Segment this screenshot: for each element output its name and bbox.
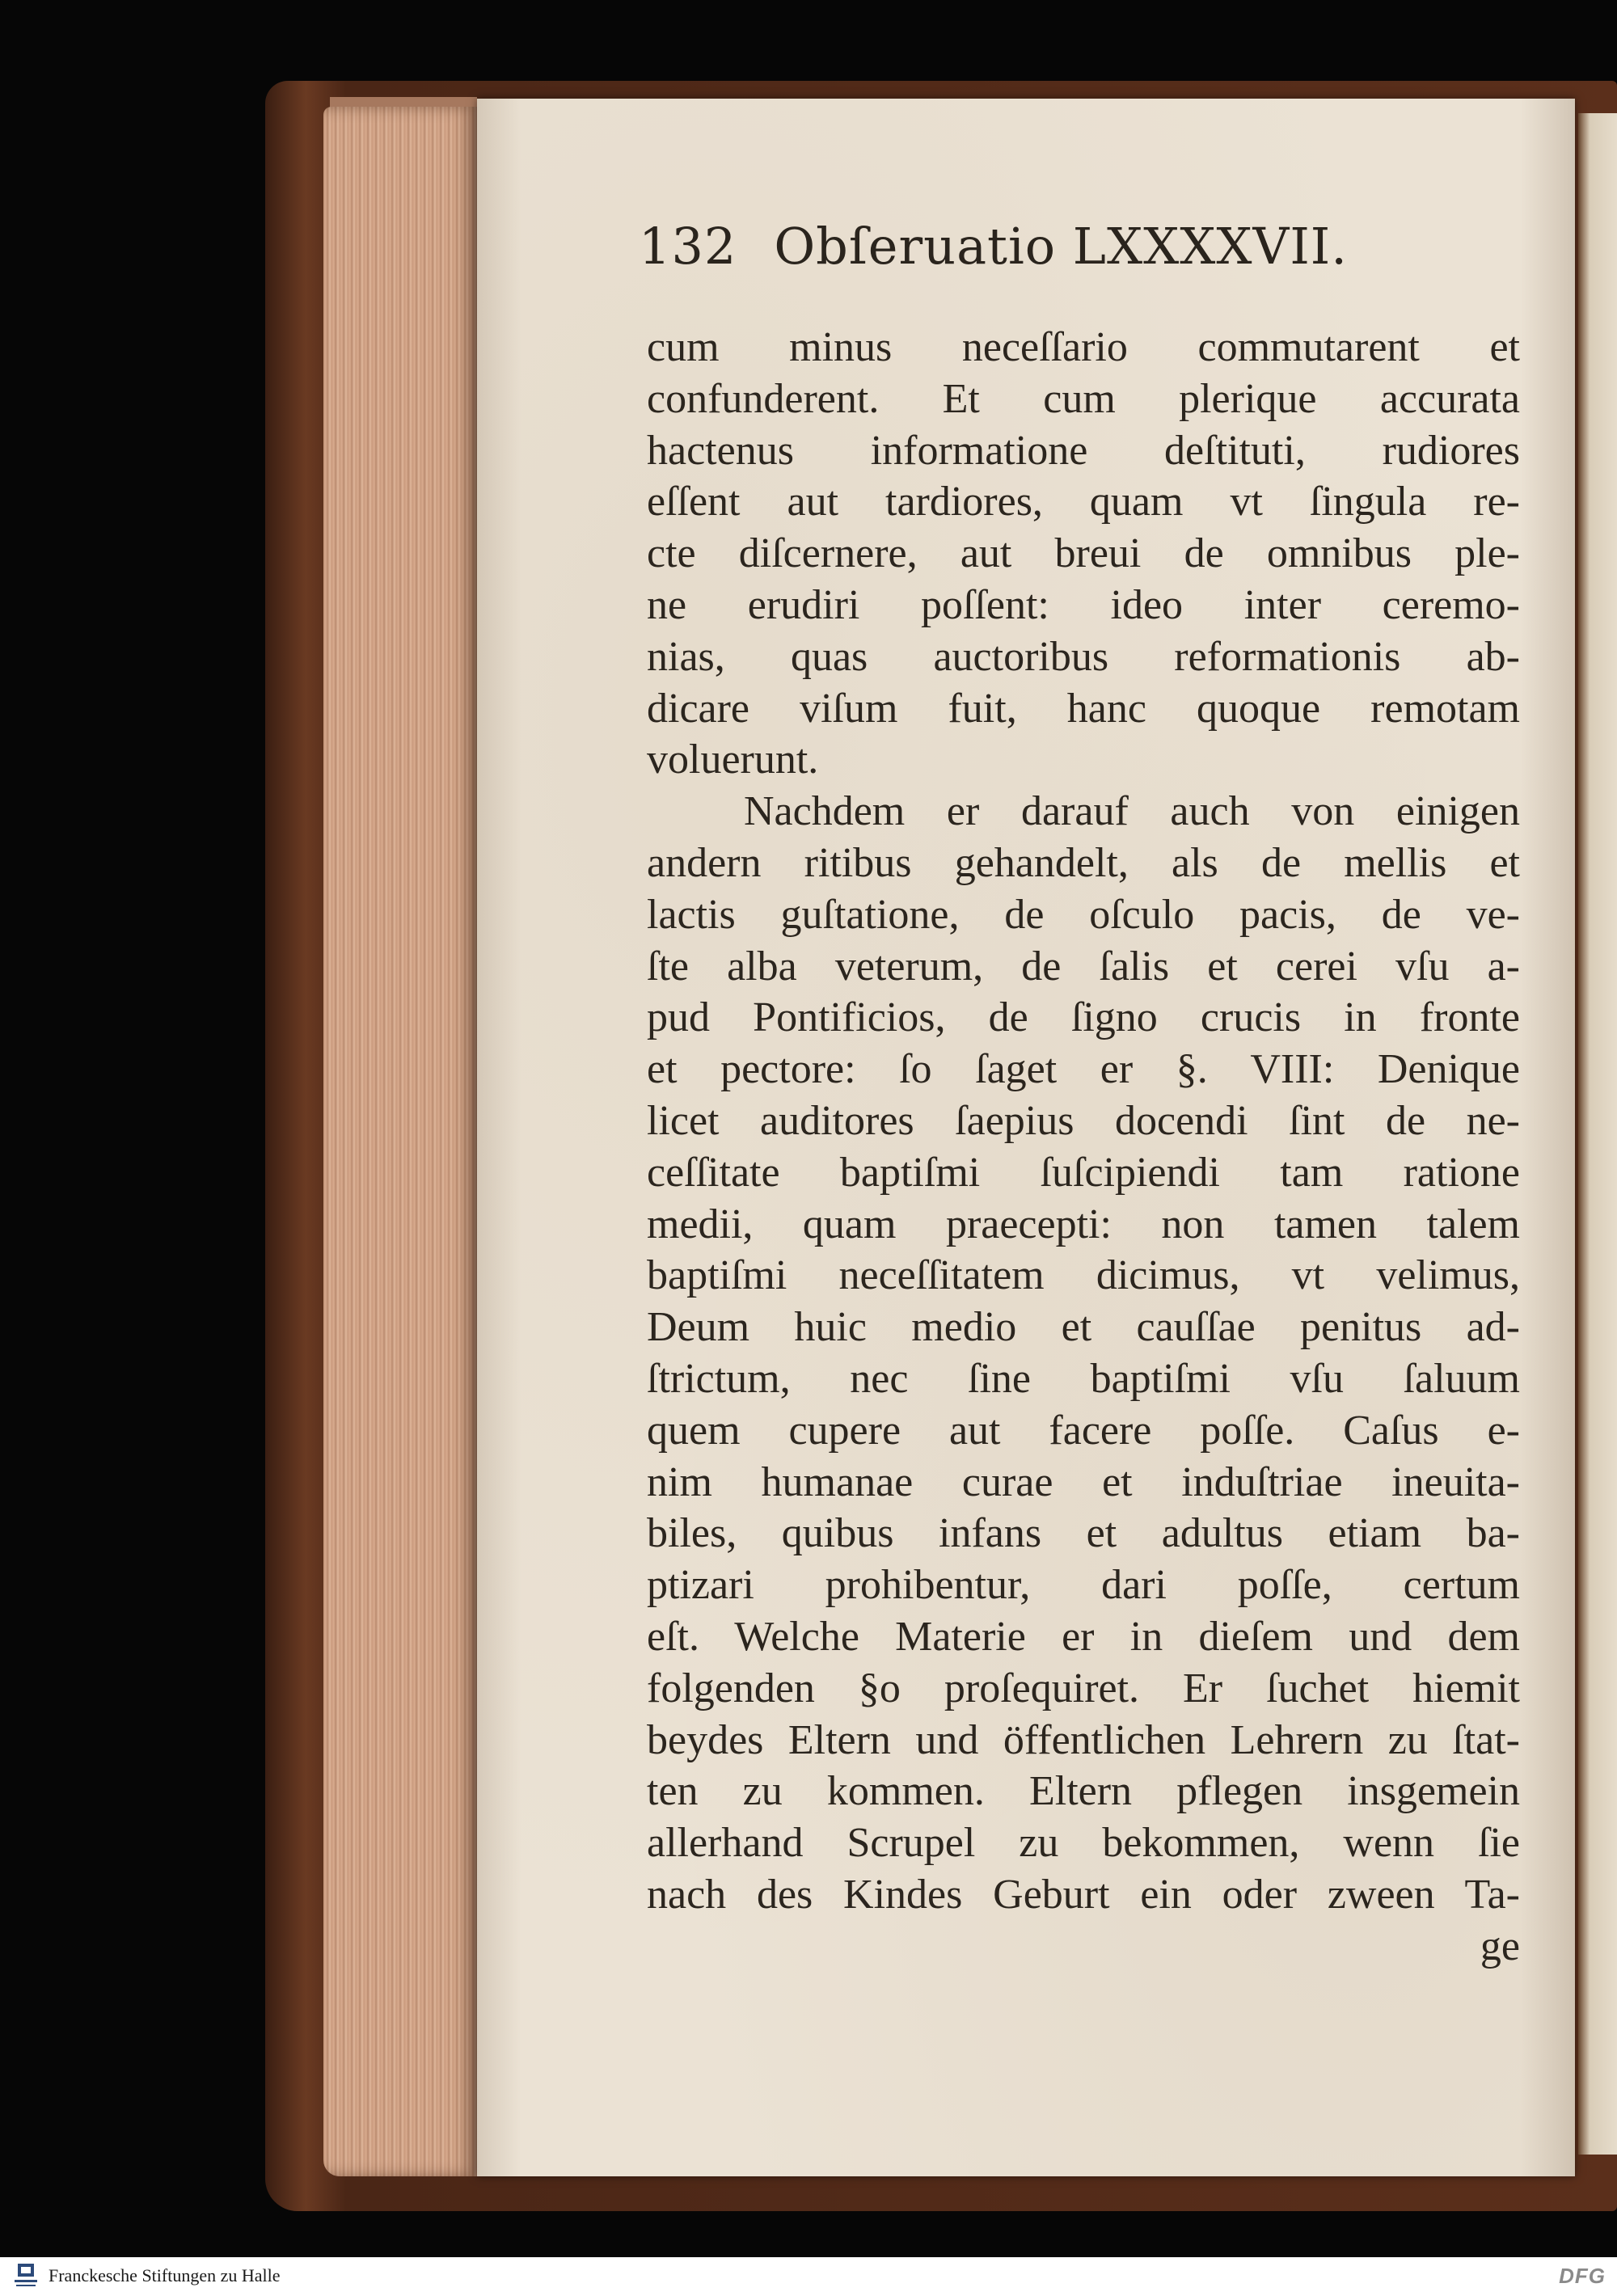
running-title: Obſeruatio LXXXXVII. bbox=[774, 217, 1349, 276]
text-line: eſſent aut tardiores, quam vt ſingula re- bbox=[647, 479, 1520, 525]
text-line: allerhand Scrupel zu bekommen, wenn ſie bbox=[647, 1820, 1520, 1867]
text-line: Deum huic medio et cauſſae penitus ad- bbox=[647, 1304, 1520, 1351]
text-line: nias, quas auctoribus reformationis ab- bbox=[647, 633, 1520, 680]
dfg-logo: DFG bbox=[1559, 2264, 1606, 2288]
text-line: Nachdem er darauf auch von einigen bbox=[744, 788, 1520, 835]
text-line: folgenden §o proſequiret. Er ſuchet hiemit bbox=[647, 1665, 1520, 1711]
text-line: dicare viſum fuit, hanc quoque remotam bbox=[647, 685, 1520, 732]
franckesche-stiftungen-logo-icon bbox=[11, 2260, 40, 2291]
text-line: cum minus neceſſario commutarent et bbox=[647, 324, 1520, 370]
text-line: voluerunt. bbox=[647, 736, 819, 783]
text-line: ſtrictum, nec ſine baptiſmi vſu ſaluum bbox=[647, 1355, 1520, 1402]
footer-bar bbox=[0, 2257, 1617, 2296]
text-line: confunderent. Et cum plerique accurata bbox=[647, 375, 1520, 422]
text-line: lactis guſtatione, de oſculo pacis, de ve- bbox=[647, 891, 1520, 938]
text-line: biles, quibus infans et adultus etiam ba- bbox=[647, 1510, 1520, 1557]
page-stack-edge bbox=[323, 107, 477, 2176]
text-line: ſte alba veterum, de ſalis et cerei vſu a- bbox=[647, 943, 1520, 990]
body-text bbox=[647, 322, 1520, 1973]
text-line: quem cupere aut facere poſſe. Caſus e- bbox=[647, 1407, 1520, 1454]
catchword: ge bbox=[1480, 1922, 1520, 1969]
text-line: eſt. Welche Materie er in dieſem und dem bbox=[647, 1613, 1520, 1660]
page-number: 132 bbox=[639, 217, 737, 276]
text-line: nach des Kindes Geburt ein oder zween Ta- bbox=[647, 1871, 1520, 1918]
text-line: medii, quam praecepti: non tamen talem bbox=[647, 1201, 1520, 1247]
facing-page-edge bbox=[1578, 113, 1617, 2155]
text-line: baptiſmi neceſſitatem dicimus, vt velimus, bbox=[647, 1252, 1520, 1299]
text-line: ceſſitate baptiſmi ſuſcipiendi tam ratione bbox=[647, 1149, 1520, 1196]
text-line: ne erudiri poſſent: ideo inter ceremo- bbox=[647, 581, 1520, 628]
running-head bbox=[639, 217, 1348, 276]
text-line: beydes Eltern und öffentlichen Lehrern zu ſtat- bbox=[647, 1716, 1520, 1763]
text-line: andern ritibus gehandelt, als de mellis et bbox=[647, 839, 1520, 886]
text-line: pud Pontificios, de ſigno crucis in fronte bbox=[647, 994, 1520, 1041]
text-line: cte diſcernere, aut breui de omnibus ple- bbox=[647, 530, 1520, 577]
text-line: nim humanae curae et induſtriae ineuita- bbox=[647, 1458, 1520, 1505]
text-line: licet auditores ſaepius docendi ſint de ne- bbox=[647, 1097, 1520, 1144]
text-line: ptizari prohibentur, dari poſſe, certum bbox=[647, 1562, 1520, 1609]
footer-institution-label: Franckesche Stiftungen zu Halle bbox=[49, 2265, 281, 2285]
text-line: hactenus informatione deſtituti, rudiores bbox=[647, 427, 1520, 474]
text-line: ten zu kommen. Eltern pflegen insgemein bbox=[647, 1768, 1520, 1815]
text-line: et pectore: ſo ſaget er §. VIII: Denique bbox=[647, 1046, 1520, 1093]
